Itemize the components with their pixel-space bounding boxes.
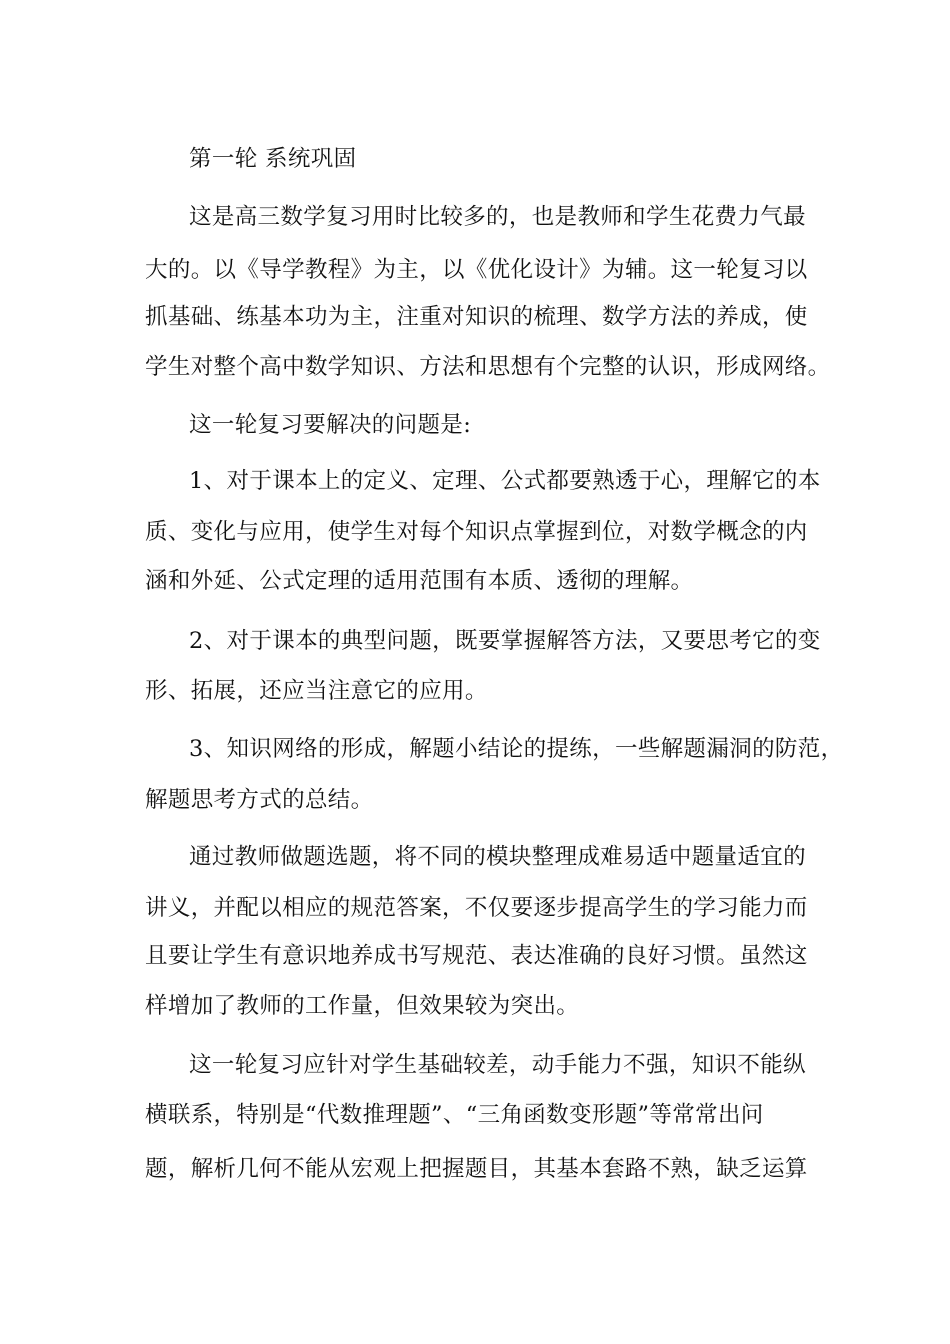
paragraph-line: 样增加了教师的工作量，但效果较为突出。 bbox=[145, 993, 580, 1019]
paragraph-line: 抓基础、练基本功为主，注重对知识的梳理、数学方法的养成，使 bbox=[145, 304, 808, 330]
paragraph-line: 横联系，特别是“代数推理题”、“三角函数变形题”等常常出问 bbox=[145, 1102, 764, 1128]
paragraph-line: 通过教师做题选题，将不同的模块整理成难易适中题量适宜的 bbox=[189, 844, 806, 870]
paragraph-line: 形、拓展，还应当注意它的应用。 bbox=[145, 678, 488, 704]
paragraph-line: 这一轮复习应针对学生基础较差，动手能力不强，知识不能纵 bbox=[189, 1052, 806, 1078]
paragraph-line: 1、对于课本上的定义、定理、公式都要熟透于心，理解它的本 bbox=[189, 468, 821, 494]
paragraph-line: 题，解析几何不能从宏观上把握题目，其基本套路不熟，缺乏运算 bbox=[145, 1156, 808, 1182]
paragraph-line: 质、变化与应用，使学生对每个知识点掌握到位，对数学概念的内 bbox=[145, 519, 808, 545]
section-heading: 第一轮 系统巩固 bbox=[189, 146, 357, 172]
paragraph-line: 2、对于课本的典型问题，既要掌握解答方法，又要思考它的变 bbox=[189, 628, 821, 654]
paragraph-line: 3、知识网络的形成，解题小结论的提练，一些解题漏洞的防范， bbox=[189, 736, 844, 762]
paragraph-line: 涵和外延、公式定理的适用范围有本质、透彻的理解。 bbox=[145, 568, 694, 594]
paragraph-line: 这是高三数学复习用时比较多的，也是教师和学生花费力气最 bbox=[189, 204, 806, 230]
paragraph-line: 且要让学生有意识地养成书写规范、表达准确的良好习惯。虽然这 bbox=[145, 943, 808, 969]
paragraph-line: 这一轮复习要解决的问题是: bbox=[189, 412, 472, 438]
paragraph-line: 解题思考方式的总结。 bbox=[145, 787, 374, 813]
paragraph-line: 学生对整个高中数学知识、方法和思想有个完整的认识，形成网络。 bbox=[145, 354, 831, 380]
paragraph-line: 大的。以《导学教程》为主，以《优化设计》为辅。这一轮复习以 bbox=[145, 257, 808, 283]
paragraph-line: 讲义，并配以相应的规范答案，不仅要逐步提高学生的学习能力而 bbox=[145, 895, 808, 921]
